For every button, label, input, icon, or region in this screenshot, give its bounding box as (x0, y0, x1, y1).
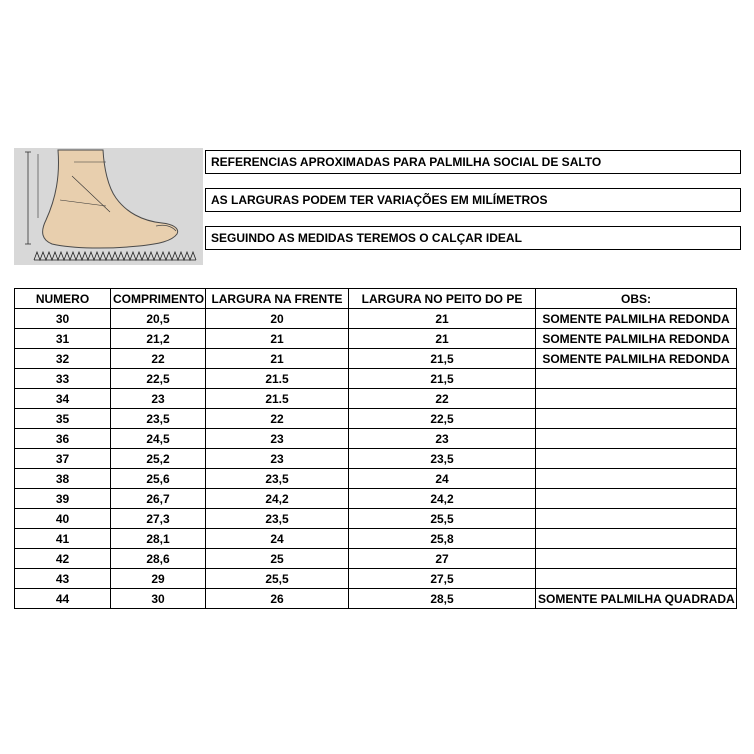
table-row (15, 489, 737, 509)
foot-diagram-icon (14, 148, 203, 265)
table-row (15, 349, 737, 369)
table-cell: 35 (15, 409, 111, 429)
table-cell: 25,8 (349, 529, 536, 549)
size-table-body (15, 309, 737, 609)
table-row (15, 549, 737, 569)
table-cell: 25,6 (111, 469, 206, 489)
table-cell (536, 389, 737, 409)
table-cell: 42 (15, 549, 111, 569)
table-cell: 27,5 (349, 569, 536, 589)
foot-measurement-diagram (14, 148, 203, 265)
size-table-header (15, 289, 737, 309)
table-cell (536, 449, 737, 469)
table-cell: 26 (206, 589, 349, 609)
table-cell: 21.5 (206, 389, 349, 409)
table-cell: 26,7 (111, 489, 206, 509)
banner-note-measures: SEGUINDO AS MEDIDAS TEREMOS O CALÇAR IDEAL (205, 226, 741, 250)
table-row (15, 469, 737, 489)
table-cell: 25,2 (111, 449, 206, 469)
table-cell: 39 (15, 489, 111, 509)
table-cell: 22 (206, 409, 349, 429)
table-cell: 23,5 (206, 469, 349, 489)
col-header-largura-peito: LARGURA NO PEITO DO PE (349, 289, 536, 309)
table-cell: 24,2 (206, 489, 349, 509)
banner-note-widths: AS LARGURAS PODEM TER VARIAÇÕES EM MILÍMETROS (205, 188, 741, 212)
table-cell: 36 (15, 429, 111, 449)
table-cell: 21 (206, 329, 349, 349)
table-cell: 24,5 (111, 429, 206, 449)
table-row (15, 369, 737, 389)
table-cell: 30 (111, 589, 206, 609)
table-cell: 21 (206, 349, 349, 369)
table-cell: SOMENTE PALMILHA REDONDA (536, 309, 737, 329)
table-cell: SOMENTE PALMILHA QUADRADA (536, 589, 737, 609)
table-row (15, 449, 737, 469)
table-cell: SOMENTE PALMILHA REDONDA (536, 349, 737, 369)
table-cell: 23 (111, 389, 206, 409)
table-row (15, 569, 737, 589)
col-header-largura-frente: LARGURA NA FRENTE (206, 289, 349, 309)
table-cell: 23 (206, 449, 349, 469)
table-cell: 21 (349, 309, 536, 329)
table-cell: 24 (206, 529, 349, 549)
table-cell: 22,5 (111, 369, 206, 389)
table-cell: 23,5 (111, 409, 206, 429)
table-cell: 21.5 (206, 369, 349, 389)
table-cell (536, 409, 737, 429)
table-cell: 21 (349, 329, 536, 349)
table-cell: 20,5 (111, 309, 206, 329)
table-cell: 40 (15, 509, 111, 529)
table-cell (536, 569, 737, 589)
table-row (15, 409, 737, 429)
table-cell: 21,2 (111, 329, 206, 349)
table-cell: 37 (15, 449, 111, 469)
table-cell: 24 (349, 469, 536, 489)
size-table (14, 288, 737, 609)
table-cell: 32 (15, 349, 111, 369)
table-cell: 25 (206, 549, 349, 569)
table-row (15, 309, 737, 329)
table-cell: 28,5 (349, 589, 536, 609)
table-cell: 34 (15, 389, 111, 409)
table-cell: 20 (206, 309, 349, 329)
table-row (15, 429, 737, 449)
table-cell (536, 529, 737, 549)
table-row (15, 509, 737, 529)
col-header-comprimento: COMPRIMENTO (111, 289, 206, 309)
table-cell: 29 (111, 569, 206, 589)
table-cell: 27,3 (111, 509, 206, 529)
col-header-numero: NUMERO (15, 289, 111, 309)
table-cell (536, 509, 737, 529)
table-cell: 22 (111, 349, 206, 369)
table-cell: 25,5 (349, 509, 536, 529)
table-cell (536, 429, 737, 449)
table-cell: 22 (349, 389, 536, 409)
table-cell: 31 (15, 329, 111, 349)
table-cell: 41 (15, 529, 111, 549)
table-cell: 21,5 (349, 369, 536, 389)
table-cell: 44 (15, 589, 111, 609)
table-cell (536, 469, 737, 489)
table-cell: 38 (15, 469, 111, 489)
table-cell: 21,5 (349, 349, 536, 369)
table-cell: 30 (15, 309, 111, 329)
table-cell: 22,5 (349, 409, 536, 429)
header-row (15, 289, 737, 309)
banner-title: REFERENCIAS APROXIMADAS PARA PALMILHA SOCIAL DE SALTO (205, 150, 741, 174)
table-cell: 28,1 (111, 529, 206, 549)
table-row (15, 329, 737, 349)
table-cell: 23 (206, 429, 349, 449)
table-cell: 25,5 (206, 569, 349, 589)
table-cell: 43 (15, 569, 111, 589)
table-cell: 23,5 (349, 449, 536, 469)
table-cell: SOMENTE PALMILHA REDONDA (536, 329, 737, 349)
table-cell: 33 (15, 369, 111, 389)
table-row (15, 589, 737, 609)
table-cell (536, 369, 737, 389)
table-cell (536, 549, 737, 569)
table-cell (536, 489, 737, 509)
table-cell: 23,5 (206, 509, 349, 529)
table-cell: 23 (349, 429, 536, 449)
col-header-obs: OBS: (536, 289, 737, 309)
table-row (15, 389, 737, 409)
table-cell: 24,2 (349, 489, 536, 509)
table-cell: 28,6 (111, 549, 206, 569)
table-row (15, 529, 737, 549)
table-cell: 27 (349, 549, 536, 569)
